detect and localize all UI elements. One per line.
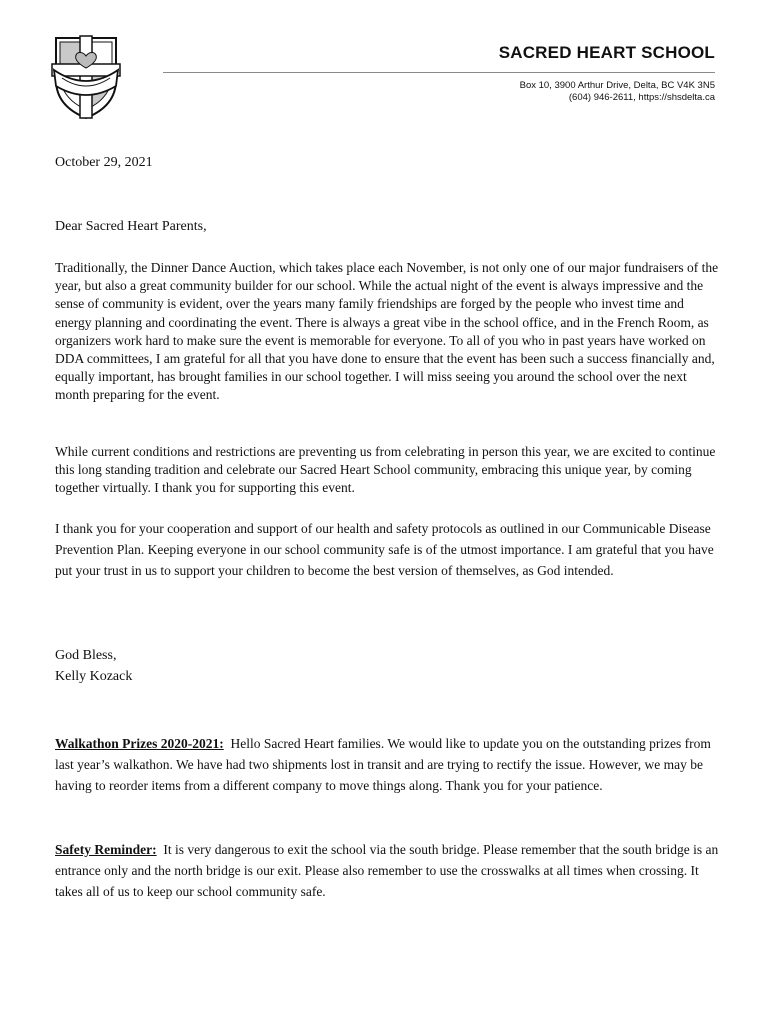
letter-paragraph-virtual-event: While current conditions and restrictions are preventing us from celebrating in person this year, we are excited to continue this long standing tradition and celebrate our Sacred Heart School community, embracing this unique year, by coming together virtually. I thank you for supporting this event. — [55, 444, 716, 496]
notice-safety-heading: Safety Reminder: — [55, 842, 157, 857]
notice-safety — [55, 839, 720, 902]
school-address: Box 10, 3900 Arthur Drive, Delta, BC V4K 3N5 — [519, 80, 715, 91]
notice-walkathon-text: Hello Sacred Heart families. We would like to update you on the outstanding prizes from last year’s walkathon. We have had two shipments lost in transit and are trying to rectify the issue. However, we may be having to reorder items from a different company to move things along. Thank you for your patience. — [55, 736, 711, 793]
letter-salutation: Dear Sacred Heart Parents, — [55, 219, 207, 234]
letter-date: October 29, 2021 — [55, 155, 153, 170]
letter-paragraph-safety-plan: I thank you for your cooperation and support of our health and safety protocols as outlined in our Communicable Disease Prevention Plan. Keeping everyone in our school community safe is of the utmost importance. I am grateful that you have put your trust in us to support your children to become the best version of themselves, as God intended. — [55, 521, 714, 578]
school-name: SACRED HEART SCHOOL — [498, 43, 715, 62]
notice-walkathon — [55, 733, 720, 796]
school-contact: (604) 946-2611, https://shsdelta.ca — [568, 92, 715, 103]
letter-closing: God Bless, — [55, 648, 117, 663]
school-crest-logo — [50, 34, 122, 120]
notice-walkathon-heading: Walkathon Prizes 2020-2021: — [55, 736, 224, 751]
letter-signature: Kelly Kozack — [55, 669, 133, 684]
letter-paragraph-dda: Traditionally, the Dinner Dance Auction, which takes place each November, is not only one of our major fundraisers of the year, but also a great community builder for our school. While the actual night of the event is always impressive and the sense of community is evident, over the years many family friendships are forged by the people who invest time and energy planning and coordinating the event. There is always a great vibe in the school office, and in the French Room, as organizers work hard to make sure the event is memorable for everyone. To all of you who in past years have worked on DDA committees, I am grateful for all that you have done to ensure that the event has been such a success financially and, equally important, has brought families in our school together. I will miss seeing you around the school over the next month preparing for the event. — [55, 260, 719, 403]
notice-safety-text: It is very dangerous to exit the school via the south bridge. Please remember that the south bridge is an entrance only and the north bridge is our exit. Please also remember to use the crosswalks at all times when crossing. It takes all of us to keep our school community safe. — [55, 842, 719, 899]
header-divider — [163, 72, 715, 73]
